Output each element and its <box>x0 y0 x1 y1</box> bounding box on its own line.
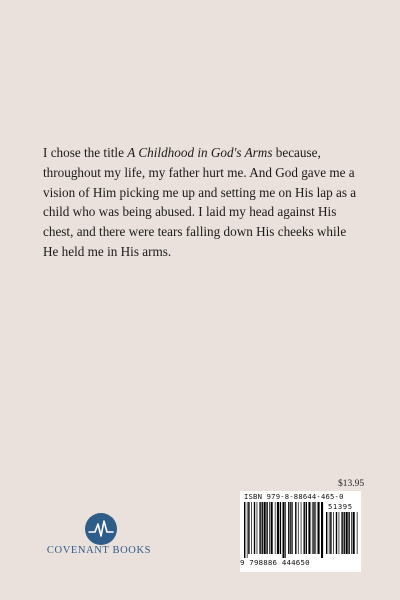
barcode-bar <box>257 502 258 554</box>
barcode-bar <box>290 502 291 554</box>
barcode-bar <box>244 502 245 558</box>
barcode-bar <box>298 502 299 554</box>
barcode-bar <box>259 502 260 554</box>
barcode-bar <box>346 512 348 554</box>
barcode-bar <box>348 512 349 554</box>
price-label: $13.95 <box>338 479 365 489</box>
barcode-bar <box>339 512 340 554</box>
barcode-bar <box>301 502 302 554</box>
barcode-bar <box>271 502 273 554</box>
barcode-bar <box>277 502 279 554</box>
publisher-name: COVENANT BOOKS <box>46 545 152 556</box>
barcode-bar <box>264 502 266 554</box>
barcode-bar <box>248 502 249 554</box>
barcode-bar <box>292 502 293 554</box>
barcode-bar <box>312 502 313 554</box>
barcode-bar <box>283 502 285 558</box>
heartbeat-circle-icon <box>84 512 118 546</box>
barcode-bar <box>275 502 276 554</box>
blurb-text-before: I chose the title <box>43 145 128 160</box>
barcode-bar <box>295 502 296 554</box>
barcode-bar <box>351 512 352 554</box>
barcode-bar <box>269 502 270 554</box>
barcode-bar <box>318 502 320 554</box>
barcode-bar <box>353 512 355 554</box>
barcode-bar <box>247 502 248 558</box>
barcode-bar <box>306 502 307 554</box>
barcode-bar <box>285 502 286 558</box>
isbn-label: ISBN 979-8-88644-465-0 <box>244 492 344 501</box>
barcode-bar <box>321 502 323 558</box>
barcode-bar <box>333 512 334 554</box>
barcode-bar <box>308 502 310 554</box>
back-cover-blurb <box>43 143 363 262</box>
book-title-italic: A Childhood in God's Arms <box>127 145 273 160</box>
addon-price-code: 51395 <box>328 502 353 511</box>
barcode-bar <box>280 502 281 554</box>
barcode-bar <box>329 512 330 554</box>
barcode-bar <box>341 512 342 554</box>
barcode-bar <box>326 512 327 554</box>
ean-barcode <box>244 502 324 558</box>
barcode-bar <box>315 502 316 554</box>
barcode-bar <box>288 502 289 554</box>
barcode-bar <box>357 512 358 554</box>
barcode-bar <box>330 512 331 554</box>
barcode-bar <box>313 502 314 554</box>
addon-barcode <box>326 512 358 558</box>
barcode-bar <box>344 512 345 554</box>
blurb-text-after: because, throughout my life, my father hurt me. And God gave me a vision of Him picking me up and setting me on His lap as a child who was being abused. I laid my head against His chest, and there were tears falling down His cheeks while He held me in His arms. <box>43 145 357 259</box>
barcode-bar <box>262 502 263 554</box>
barcode-bar <box>266 502 267 554</box>
ean-digits: 9 798886 444650 <box>240 558 310 567</box>
barcode-bar <box>336 512 337 554</box>
barcode-bar <box>304 502 305 554</box>
barcode-bar <box>251 502 252 554</box>
barcode-bar <box>254 502 255 554</box>
